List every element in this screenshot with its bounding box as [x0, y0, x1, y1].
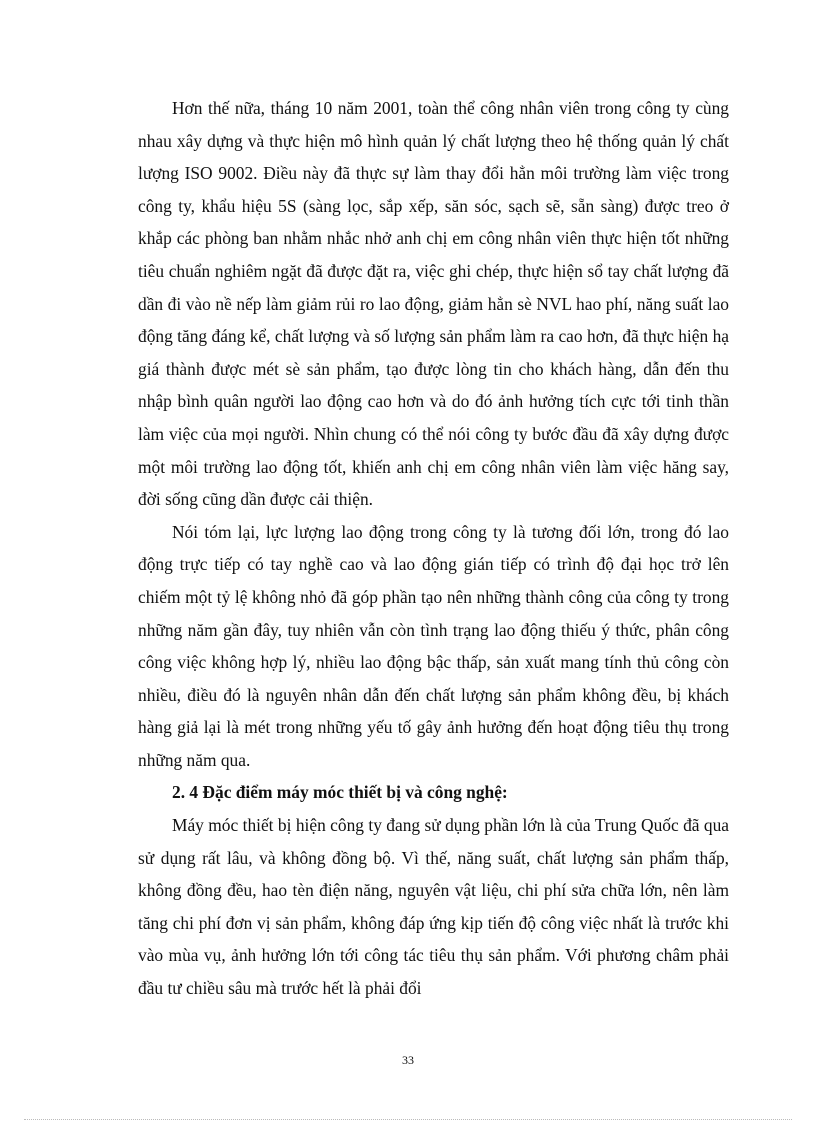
page-body — [138, 92, 729, 1005]
page-number: 33 — [402, 1053, 414, 1067]
paragraph-iso-9002: Hơn thế nữa, tháng 10 năm 2001, toàn thể công nhân viên trong công ty cùng nhau xây dựng và thực hiện mô hình quản lý chất lượng theo hệ thống quản lý chất lượng ISO 9002. Điều này đã thực sự làm thay đổi hẳn môi trường làm việc trong công ty, khẩu hiệu 5S (sàng lọc, sắp xếp, săn sóc, sạch sẽ, sẵn sàng) được treo ở khắp các phòng ban nhằm nhắc nhở anh chị em công nhân viên thực hiện tốt những tiêu chuẩn nghiêm ngặt đã được đặt ra, việc ghi chép, thực hiện sổ tay chất lượng đã dần đi vào nề nếp làm giảm rủi ro lao động, giảm hẳn sè NVL hao phí, năng suất lao động tăng đáng kể, chất lượng và số lượng sản phẩm làm ra cao hơn, đã thực hiện hạ giá thành được mét sè sản phẩm, tạo được lòng tin cho khách hàng, dẫn đến thu nhập bình quân người lao động cao hơn và do đó ảnh hưởng tích cực tới tinh thần làm việc của mọi người. Nhìn chung có thể nói công ty bước đầu đã xây dựng được một môi trường lao động tốt, khiến anh chị em công nhân viên làm việc hăng say, đời sống cũng dần được cải thiện. — [138, 98, 729, 510]
page-bottom-border — [24, 1119, 792, 1120]
paragraph-machinery: Máy móc thiết bị hiện công ty đang sử dụng phần lớn là của Trung Quốc đã qua sử dụng rất lâu, và không đồng bộ. Vì thế, năng suất, chất lượng sản phẩm thấp, không đồng đều, hao tèn điện năng, nguyên vật liệu, chi phí sửa chữa lớn, nên làm tăng chi phí đơn vị sản phẩm, không đáp ứng kịp tiến độ công việc nhất là trước khi vào mùa vụ, ảnh hưởng lớn tới công tác tiêu thụ sản phẩm. Với phương châm phải đầu tư chiều sâu mà trước hết là phải đổi — [138, 815, 729, 999]
paragraph-summary-labor: Nói tóm lại, lực lượng lao động trong công ty là tương đối lớn, trong đó lao động trực tiếp có tay nghề cao và lao động gián tiếp có trình độ đại học trở lên chiếm một tỷ lệ không nhỏ đã góp phần tạo nên những thành công của công ty trong những năm gần đây, tuy nhiên vẫn còn tình trạng lao động thiếu ý thức, phân công công việc không hợp lý, nhiều lao động bậc thấp, sản xuất mang tính thủ công còn nhiều, điều đó là nguyên nhân dẫn đến chất lượng sản phẩm không đều, bị khách hàng giả lại là mét trong những yếu tố gây ảnh hưởng đến hoạt động tiêu thụ trong những năm qua. — [138, 521, 729, 770]
section-heading: 2. 4 Đặc điểm máy móc thiết bị và công nghệ: — [172, 782, 508, 803]
